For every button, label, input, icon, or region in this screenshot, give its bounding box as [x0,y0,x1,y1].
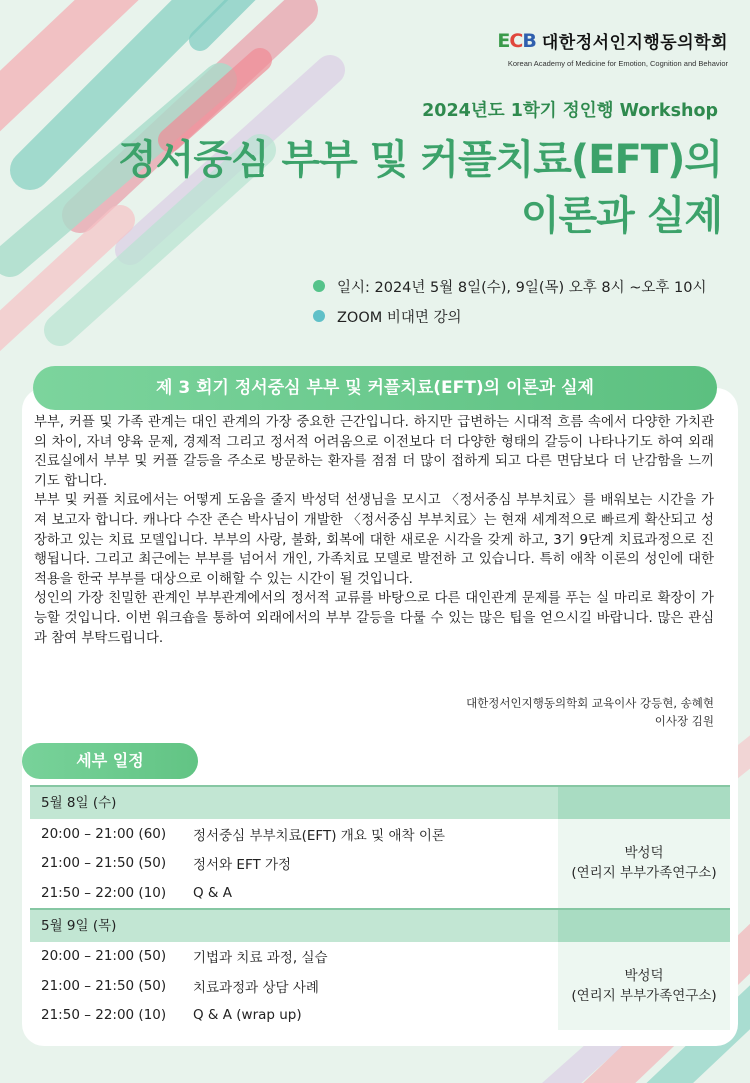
event-subtitle: 2024년도 1학기 정인행 Workshop [422,101,718,121]
intro-body [34,413,714,648]
session-topic: Q & A [193,884,232,901]
session-topic: Q & A (wrap up) [193,1007,302,1024]
session-time: 20:00 – 21:00 (60) [41,825,167,842]
logo-mark: ECB [497,29,536,52]
event-title-line1: 정서중심 부부 및 커플치료(EFT)의 [118,137,722,183]
org-name: 대한정서인지행동의학회 [541,33,728,53]
session-topic: 치료과정과 상담 사례 [193,979,319,996]
intro-banner: 제 3 회기 정서중심 부부 및 커플치료(EFT)의 이론과 실제 [33,366,717,410]
speaker-name: 박성덕 [624,845,664,862]
bullet-dot-icon [313,310,325,322]
day-header: 5월 9일 (목) [30,908,730,942]
event-title-line2: 이론과 실제 [520,193,722,239]
event-info [313,271,707,331]
session-time: 21:50 – 22:00 (10) [41,1007,167,1024]
session-topic: 정서중심 부부치료(EFT) 개요 및 애착 이론 [193,827,445,844]
day-sessions [30,819,730,908]
schedule-tab: 세부 일정 [22,743,198,779]
signature-line: 대한정서인지행동의학회 교육이사 강등현, 송혜현 [466,696,714,710]
bullet-dot-icon [313,280,325,292]
intro-paragraph: 성인의 가장 친밀한 관계인 부부관계에서의 정서적 교류를 바탕으로 다른 대인관계 문제를 푸는 실 마리로 확장이 가능할 것입니다. 이번 워크숍을 통하여 외래에서의 부부 갈등을 다룰 수 있는 많은 팁을 얻으시길 바랍니다. 많은 관심과 참여 부탁드립니다. [34,591,714,646]
event-title [118,132,722,244]
info-location: ZOOM 비대면 강의 [313,301,707,331]
session-time: 21:00 – 21:50 (50) [41,977,167,994]
schedule-table [30,785,730,1030]
session-topic: 정서와 EFT 가정 [193,857,292,874]
session-topic: 기법과 치료 과정, 실습 [193,950,328,967]
speaker-affiliation: (연리지 부부가족연구소) [571,987,717,1004]
org-logo [497,28,728,68]
signature [466,694,714,730]
speaker-name: 박성덕 [624,967,664,984]
speaker-affiliation: (연리지 부부가족연구소) [571,865,717,882]
speaker-cell [558,819,730,908]
intro-paragraph: 부부, 커플 및 가족 관계는 대인 관계의 가장 중요한 근간입니다. 하지만 급변하는 시대적 흐름 속에서 다양한 가치관의 차이, 자녀 양육 문제, 경제적 그리고 정서적 어려움으로 이전보다 더 다양한 형태의 갈등이 나타나기도 하여 외래 진료실에서 부부 및 커플 갈등을 주소로 방문하는 환자를 점점 더 많이 접하게 되고 다른 면담보다 더 난감함을 느끼기도 합니다. [34,415,714,489]
day-header: 5월 8일 (수) [30,785,730,819]
speaker-cell [558,942,730,1031]
session-time: 21:00 – 21:50 (50) [41,855,167,872]
session-time: 21:50 – 22:00 (10) [41,884,167,901]
day-sessions [30,942,730,1031]
org-name-english: Korean Academy of Medicine for Emotion, Cognition and Behavior [507,59,728,68]
signature-line: 이사장 김원 [654,714,714,728]
session-time: 20:00 – 21:00 (50) [41,948,167,965]
info-date: 일시: 2024년 5월 8일(수), 9일(목) 오후 8시 ~오후 10시 [313,271,707,301]
intro-paragraph: 부부 및 커플 치료에서는 어떻게 도움을 줄지 박성덕 선생님을 모시고 〈정서중심 부부치료〉를 배워보는 시간을 가져 보고자 합니다. 캐나다 수잔 존슨 박사님이 개발한 〈정서중심 부부치료〉는 현재 세계적으로 빠르게 확산되고 성장하고 있는 치료 모델입니다. 부부의 사랑, 불화, 회복에 대한 새로운 시각을 갖게 하고, 3기 9단계 치료과정으로 진행됩니다. 그리고 최근에는 부부를 넘어서 개인, 가족치료 모델로 발전하 고 있습니다. 특히 애착 이론의 성인에 대한 적용을 한국 부부를 대상으로 이해할 수 있는 시간이 될 것입니다. [34,493,714,587]
